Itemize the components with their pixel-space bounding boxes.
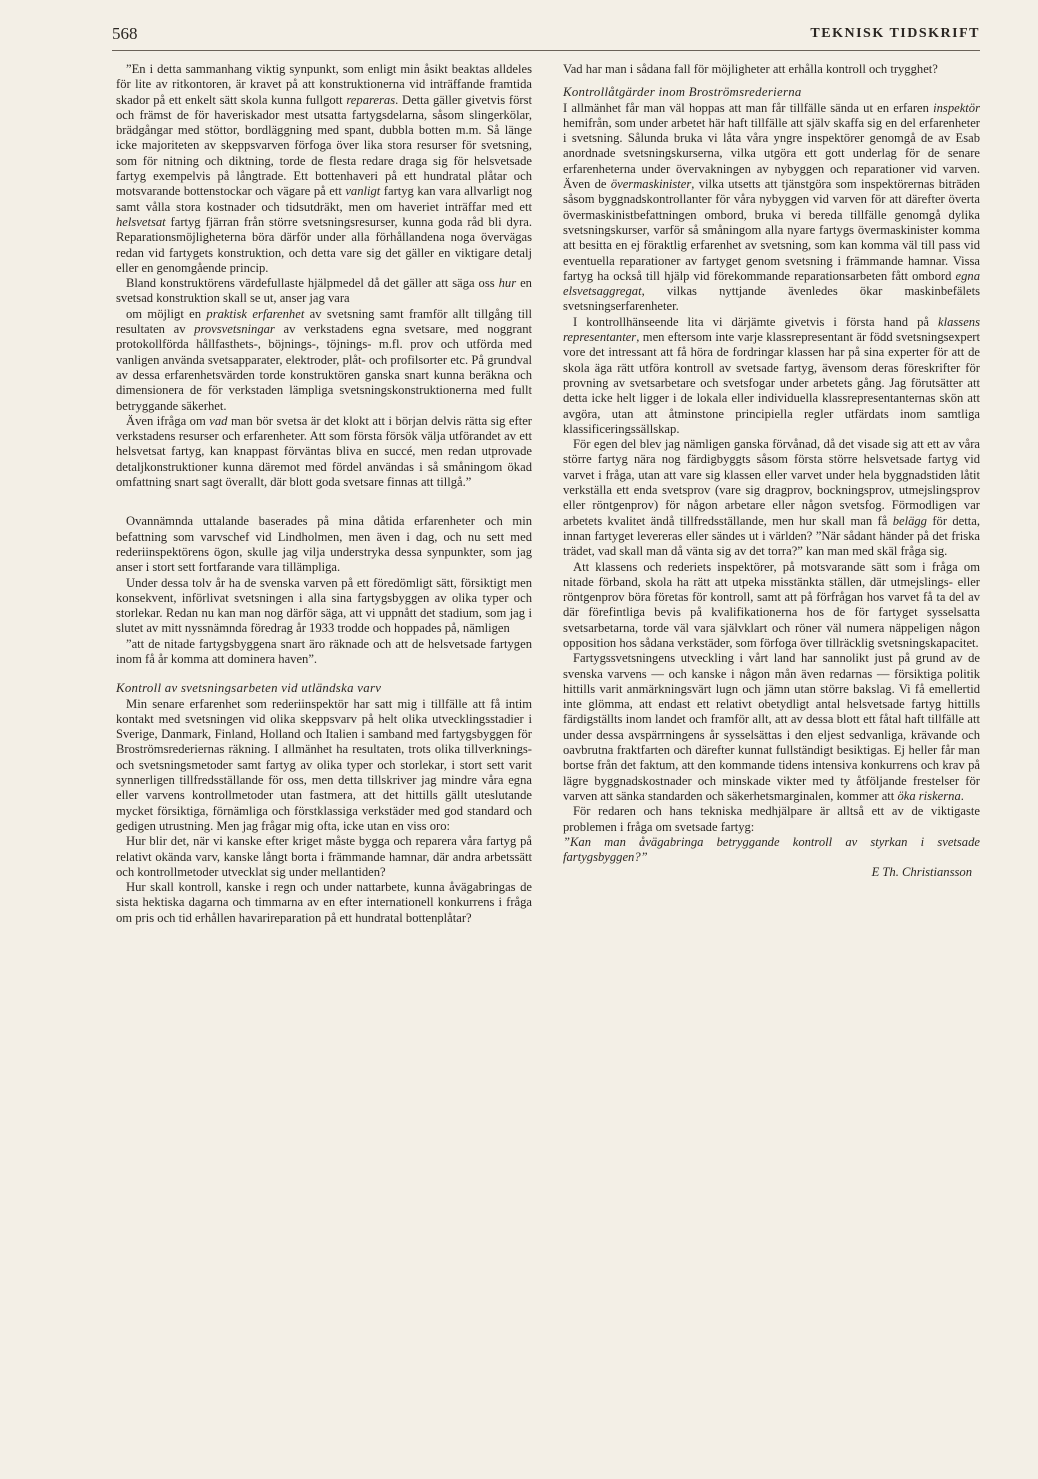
section-heading: Kontrollåtgärder inom Broströmsrederierna — [563, 85, 802, 100]
quote-paragraph: ”En i detta sammanhang viktig synpunkt, som enligt min åsikt beaktas alldeles för lite av ritkontoren, är kravet på att konstruktionerna vid inträffande framtida skador på ett enkelt sätt skola kunna fullgott repareras. Detta gäller givetvis först och främst de för haveriskador mest utsatta fartygsdelarna, såsom slingerkölar, brädgångar med stöttor, bordläggning med spant, dubbla botten m.m. Så länge icke majoriteten av skeppsvarven förfoga över lika stora resurser för svetsning, som för nitning och diktning, torde de flesta redare draga sig för helsvetsade fartyg exempelvis på långtrade. Ett bottenhaveri på ett hundratal plåtar och motsvarande bottenstockar och vägare på ett vanligt fartyg kan vara allvarligt nog samt vålla stora kostnader och tidsutdräkt, men om haveriet inträffar med ett helsvetsat fartyg fjärran från större svetsningsresurser, kunna goda råd bli dyra. Reparationsmöjligheterna böra därför under alla förhållandena noga övervägas redan vid fartygets konstruktion, och detta vare sig det gäller en viktigare detalj eller en genomgående princip. — [116, 62, 532, 275]
closing-question: ”Kan man åvägabringa betryggande kontroll av styrkan i svetsade fartygsbyggen?” — [563, 834, 980, 865]
body-paragraph: För redaren och hans tekniska medhjälpare är alltså ett av de viktigaste problemen i fråga om svetsade fartyg: — [563, 804, 980, 834]
body-paragraph: Min senare erfarenhet som rederiinspektör har satt mig i tillfälle att få intim kontakt med svetsningen vid olika skeppsvarv på helt olika utvecklingsstadier i Sverige, Danmark, Finland, Holland och Italien i samband med fartygsbyggen för Broströmsrederiernas räkning. I allmänhet ha resultaten, trots olika tillverknings- och svetsningsmetoder samt fartyg av olika typer och storlekar, i stort sett varit synnerligen tillfredsställande för oss, men detta tillskriver jag mindre våra egna eller varvens kontrollmetoder utan fastmera, att det hittills gällt uteslutande mycket försiktiga, förnämliga och förstklassiga verkstäder med god standard och gedigen utrustning. Men jag frågar mig ofta, icke utan en viss oro: — [116, 696, 532, 833]
left-column — [116, 62, 532, 926]
body-paragraph: Hur blir det, när vi kanske efter kriget måste bygga och reparera våra fartyg på relativt okända varv, kanske långt borta i främmande hamnar, där andra arbetssätt och kontrollmetoder utvecklat sig under mellantiden? — [116, 834, 532, 879]
body-paragraph: Vad har man i sådana fall för möjligheter att erhålla kontroll och trygghet? — [563, 62, 938, 76]
body-paragraph: Ovannämnda uttalande baserades på mina dåtida erfarenheter och min befattning som varvschef vid Lindholmen, men även i dag, och nu sett med rederiinspektörens ögon, skulle jag vilja understryka dessa synpunkter, som jag anser i stort sett fortfarande vara tillämpliga. — [116, 514, 532, 575]
body-paragraph: I kontrollhänseende lita vi därjämte givetvis i första hand på klassens representanter, men eftersom inte varje klassrepresentant är född svetsningsexpert vore det intressant att få höra de fordringar klassen har på sina experter för att de skola äga rätt utföra kontroll av svetsade fartyg, ävensom deras föreskrifter för provning av svetsarbetare och svetsfogar under arbetets gång. Jag förutsätter att detta icke helt ligger i de lokala eller individuella klassrepresentanternas skön att avgöra, utan att åtminstone principiella regler utfärdats inom samtliga klassificeringssällskap. — [563, 314, 980, 436]
body-paragraph: För egen del blev jag nämligen ganska förvånad, då det visade sig att ett av våra större fartyg nära nog färdigbyggts såsom första större helsvetsade fartyg vid varvet i fråga, utan att vare sig klassen eller varvet under hela byggnadstiden låtit verkställa ett enda svetsprov (vare sig dragprov, bockningsprov, utmejslingsprov eller röntgenprov) för någon arbetare eller någon svetsfog. Förmodligen var arbetets kvalitet ändå tillfredsställande, men hur skall man få belägg för detta, innan fartyget levereras eller sändes ut i världen? ”När sådant händer på det friska trädet, vad skall man då vänta sig av det torra?” kan man med skäl fråga sig. — [563, 437, 981, 559]
page-number: 568 — [112, 24, 138, 43]
section-heading: Kontroll av svetsningsarbeten vid utländska varv — [116, 681, 382, 696]
body-paragraph: Under dessa tolv år ha de svenska varven på ett föredömligt sätt, försiktigt men konsekvent, införlivat svetsningen i alla sina fartygsbyggen av olika typer och storlekar. Redan nu kan man nog därför säga, att vi uppnått det stadium, som jag i slutet av mitt nyssnämnda föredrag år 1933 trodde och hoppades på, nämligen — [116, 575, 532, 636]
signature-line — [563, 865, 980, 880]
quote-paragraph: Även ifråga om vad man bör svetsa är det klokt att i början delvis rätta sig efter verkstadens resurser och erfarenheter. Att som första försök välja utförandet av ett helsvetsat fartyg, kan knappast förväntas bliva en succé, men redan utprovade detaljkonstruktioner kunna däremot med fördel användas i så småningom ökad omfattning snart sagt överallt, där blott goda svetsare finnas att tillgå.” — [116, 413, 532, 490]
body-paragraph: I allmänhet får man väl hoppas att man får tillfälle sända ut en erfaren inspektör hemifrån, som under arbetet här haft tillfälle att själv skaffa sig en del erfarenheter i svetsning. Sålunda bruka vi låta våra yngre inspektörer genomgå de av Esab anordnade svetsningskurserna, vilka utgöra ett gott underlag för de senare erfarenheterna under övervakningen av nybyggen och reparationer vid varven. Även de övermaskinister, vilka utsetts att tjänstgöra som inspektörernas biträden såsom byggnadskontrollanter för våra nybyggen vid varven för att därefter överta övermaskinistbefattningen ombord, bruka vi bereda tillfälle genomgå dylika svetsningskurser, varför så småningom alla nyare fartygs övermaskinister komma att besitta en ej föraktlig erfarenhet av svetsning, som kan komma väl till pass vid eventuella reparationer av fartyget genom svetsning i främmande hamnar. Vissa fartyg ha också till hjälp vid förekommande reparationsarbeten fått ombord egna elsvetsaggregat, vilkas nyttjande ävenledes ökar maskinbefälets svetsningserfarenheter. — [563, 100, 980, 314]
quote-paragraph: Bland konstruktörens värdefullaste hjälpmedel då det gäller att säga oss hur en svetsad konstruktion skall se ut, anser jag vara — [116, 276, 532, 306]
body-paragraph: Fartygssvetsningens utveckling i vårt land har sannolikt just på grund av de svenska varvens — och kanske i någon mån även redarnas — försiktiga politik hittills varit anmärkningsvärt lugn och jämn utan större bakslag. Vi få emellertid inte glömma, att endast ett relativt obetydligt antal helsvetsade fartyg hittills färdigställts inom landet och framför allt, att av dessa blott ett fåtal haft tillfälle att under dessa avspärrningens år sysselsättas i den eljest sedvanliga, krävande och oavbrutna fraktfarten och därefter kunnat fullständigt besiktigas. Ej heller får man bortse från det faktum, att den kommande tidens intensiva konkurrens och krav på lägre byggnadskostnader och minskade vikter med ty åtföljande frestelser för varven att sänka standarden och säkerhetsmarginalen, kommer att öka riskerna. — [563, 651, 980, 803]
body-paragraph: Att klassens och rederiets inspektörer, på motsvarande sätt som i fråga om nitade förband, skola ha rätt att utpeka misstänkta ställen, där utmejslings- eller röntgenprov böra företas för kontroll, samt att på förfrågan hos varvet få ta del av där förefintliga bevis på kvalifikationerna hos de för fartyget sysselsatta svetsarbetarna, torde väl vara självklart och röner väl numera näppeligen någon opposition hos sådana verkstäder, som förfoga över tillräcklig svetsningskapacitet. — [563, 559, 980, 650]
right-column — [563, 62, 980, 881]
quote-paragraph: om möjligt en praktisk erfarenhet av svetsning samt framför allt tillgång till resultaten av provsvetsningar av verkstadens egna svetsare, med noggrant protokollförda hållfasthets-, böjnings-, töjnings- m.fl. prov och utförda med vanligen använda svetsapparater, elektroder, plåt- och profilsorter etc. På grundval av dessa erfarenhetsvärden torde konstruktören ganska snart kunna beräkna och dimensionera de för verkstaden lämpliga svetsningskonstruktionerna med fullt betryggande säkerhet. — [116, 306, 533, 413]
author-signature: E Th. Christiansson — [871, 865, 972, 880]
body-paragraph: Hur skall kontroll, kanske i regn och under nattarbete, kunna åvägabringas de sista hektiska dagarna och timmarna av en efter internationell konkurrens i fråga om pris och tid erhållen havarireparation på ett hundratal bottenplåtar? — [116, 880, 532, 925]
body-paragraph: ”att de nitade fartygsbyggena snart äro räknade och att de helsvetsade fartygen inom få år komma att dominera haven”. — [116, 636, 532, 666]
journal-title: TEKNISK TIDSKRIFT — [810, 26, 980, 41]
page-header — [112, 24, 980, 51]
